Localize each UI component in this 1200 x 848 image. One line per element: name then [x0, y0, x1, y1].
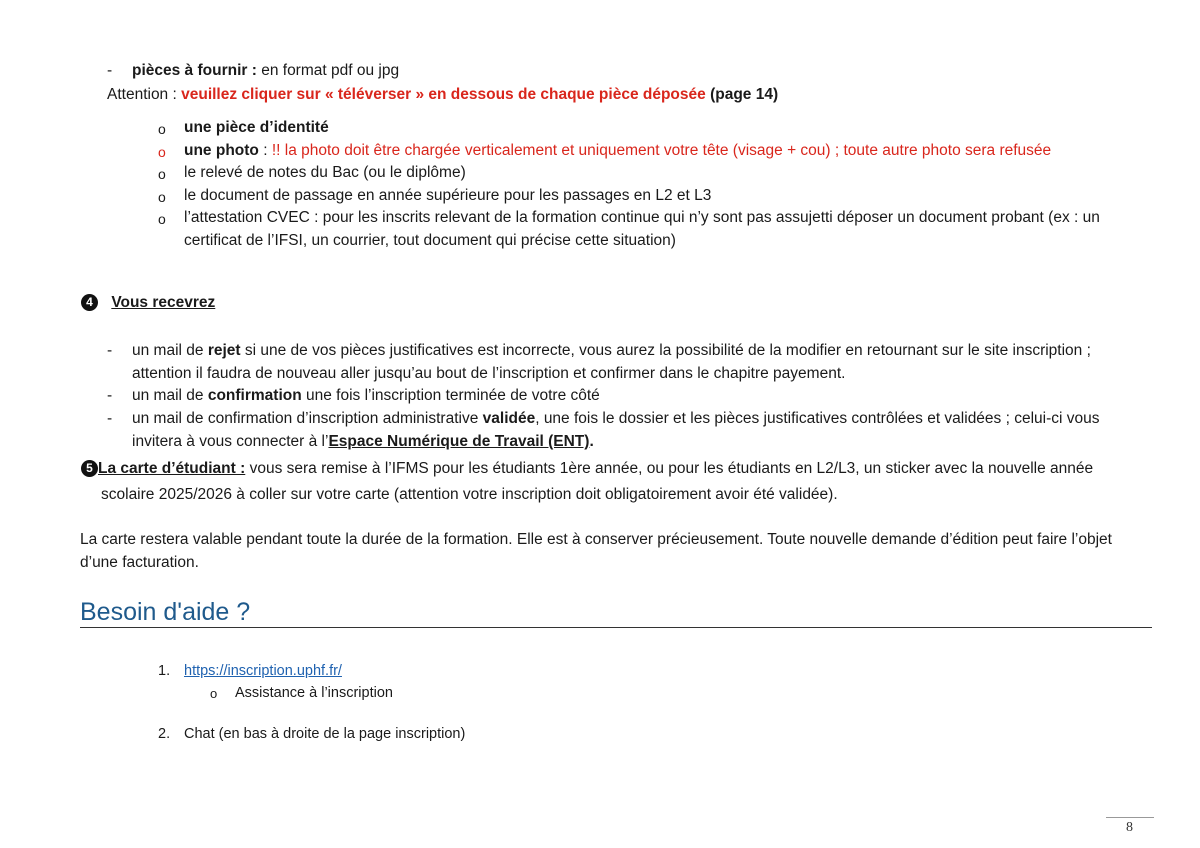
- mail-text: un mail de: [132, 342, 208, 359]
- list-dash: -: [107, 62, 113, 79]
- mail-bold: confirmation: [207, 387, 302, 404]
- list-bullet: o: [210, 686, 218, 701]
- section-5-text: vous sera remise à l’IFMS pour les étudiants 1ère année, ou pour les étudiants en L2/L3, un sticker avec la nouvelle année: [245, 460, 1094, 477]
- mail-text: invitera à vous connecter à l’: [132, 433, 329, 450]
- mail-bold: rejet: [207, 342, 241, 359]
- section-4-heading: [81, 294, 215, 312]
- footer-rule: [1106, 817, 1154, 818]
- list-number: 2.: [158, 726, 171, 742]
- ent-label: Espace Numérique de Travail (ENT): [328, 433, 590, 450]
- list-bullet: o: [158, 144, 166, 160]
- mail-item: [132, 342, 1091, 360]
- mail-text: , une fois le dossier et les pièces justificatives contrôlées et validées ; celui-ci vous: [535, 410, 1100, 427]
- mail-text: si une de vos pièces justificatives est incorrecte, vous aurez la possibilité de la modifier en retournant sur le site inscription ;: [240, 342, 1091, 359]
- list-bullet: o: [158, 211, 166, 227]
- mail-bold: validée: [482, 410, 536, 427]
- list-bullet: o: [158, 121, 166, 137]
- mail-item: [132, 387, 600, 405]
- list-bullet: o: [158, 189, 166, 205]
- chat-item: Chat (en bas à droite de la page inscription): [184, 726, 466, 742]
- pieces-text: en format pdf ou jpg: [256, 62, 400, 79]
- assistance-item: Assistance à l’inscription: [235, 685, 393, 701]
- item-sep: :: [258, 142, 272, 159]
- mail-text: .: [589, 433, 594, 450]
- attention-label: Attention :: [107, 86, 182, 103]
- mail-item-continuation: attention il faudra de nouveau aller jusqu’au bout de l’inscription et confirmer dans le chapitre payement.: [132, 365, 846, 382]
- pieces-label: pièces à fournir :: [132, 62, 257, 79]
- circled-number-icon: 4: [81, 294, 98, 311]
- list-item: [184, 119, 329, 137]
- mail-item: [132, 410, 1100, 428]
- section-4-title: Vous recevrez: [111, 294, 216, 311]
- list-dash: -: [107, 410, 113, 427]
- list-item: le relevé de notes du Bac (ou le diplôme): [184, 164, 466, 181]
- page-number: 8: [1126, 820, 1133, 835]
- validity-paragraph: La carte restera valable pendant toute la durée de la formation. Elle est à conserver précieusement. Toute nouvelle demande d’édition peut faire l’objet: [80, 531, 1112, 548]
- list-item-continuation: certificat de l’IFSI, un courrier, tout document qui précise cette situation): [184, 232, 676, 249]
- list-number: 1.: [158, 663, 171, 679]
- inscription-link[interactable]: https://inscription.uphf.fr/: [184, 663, 342, 679]
- mail-text: un mail de confirmation d’inscription administrative: [132, 410, 483, 427]
- list-item: [184, 142, 1051, 160]
- list-dash: -: [107, 387, 113, 404]
- mail-text: une fois l’inscription terminée de votre côté: [301, 387, 600, 404]
- circled-number-icon: 5: [81, 460, 98, 477]
- item-text: une pièce d’identité: [184, 119, 329, 136]
- attention-line: [107, 86, 778, 104]
- mail-item-continuation: [132, 433, 594, 451]
- section-5-continuation: scolaire 2025/2026 à coller sur votre carte (attention votre inscription doit obligatoirement avoir été validée).: [101, 486, 838, 503]
- list-item: l’attestation CVEC : pour les inscrits relevant de la formation continue qui n’y sont pas assujetti déposer un document probant (ex : un: [184, 209, 1100, 226]
- mail-text: un mail de: [132, 387, 208, 404]
- list-item: le document de passage en année supérieure pour les passages en L2 et L3: [184, 187, 712, 204]
- validity-paragraph-continuation: d’une facturation.: [80, 554, 199, 571]
- list-bullet: o: [158, 166, 166, 182]
- help-heading: Besoin d'aide ?: [80, 598, 251, 626]
- attention-red-text: veuillez cliquer sur « téléverser » en dessous de chaque pièce déposée: [181, 86, 706, 103]
- section-5-line: [81, 460, 1093, 478]
- photo-warning: !! la photo doit être chargée verticalement et uniquement votre tête (visage + cou) ; toute autre photo sera refusée: [271, 142, 1052, 159]
- attention-page-ref: (page 14): [705, 86, 779, 103]
- item-text: une photo: [184, 142, 259, 159]
- heading-rule: [80, 627, 1152, 628]
- list-dash: -: [107, 342, 113, 359]
- section-5-title: La carte d’étudiant :: [98, 460, 246, 477]
- pieces-line: [132, 62, 399, 80]
